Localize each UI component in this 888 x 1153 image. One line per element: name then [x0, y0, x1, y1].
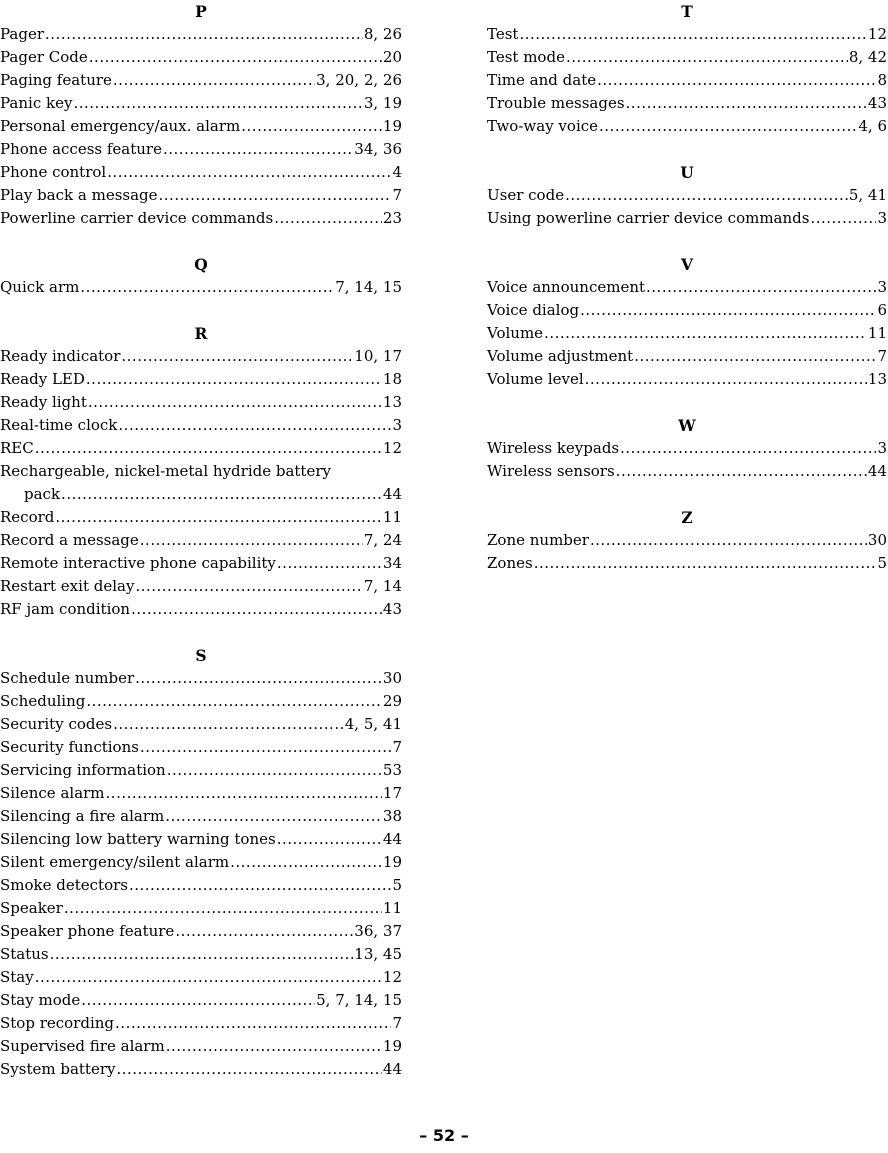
entry-pages: 3, 20, 2, 26 — [316, 71, 402, 89]
entry-pages: 44 — [382, 1060, 402, 1078]
index-entry-continuation — [0, 483, 402, 506]
index-section-p — [0, 0, 402, 230]
entry-pages: 3, 19 — [363, 94, 402, 112]
index-entry — [0, 23, 402, 46]
entry-pages: 7, 14, 15 — [335, 278, 402, 296]
entry-pages: 4 — [392, 163, 402, 181]
dot-leader — [166, 1035, 382, 1058]
entry-pages: 13, 45 — [354, 945, 402, 963]
index-entry — [0, 920, 402, 943]
entry-term: Scheduling — [0, 692, 86, 710]
dot-leader — [175, 920, 353, 943]
entry-term: Pager Code — [0, 48, 88, 66]
entry-term: Two-way voice — [487, 117, 599, 135]
entry-term: Wireless keypads — [487, 439, 620, 457]
section-letter: P — [195, 2, 207, 21]
index-entry — [0, 1012, 402, 1035]
section-letter: T — [681, 2, 693, 21]
entry-term: Phone control — [0, 163, 107, 181]
dot-leader — [135, 575, 362, 598]
dot-leader — [64, 897, 382, 920]
index-entry — [487, 460, 887, 483]
index-entry — [0, 368, 402, 391]
entry-term: Play back a message — [0, 186, 158, 204]
dot-leader — [121, 345, 353, 368]
index-entry — [487, 322, 887, 345]
entry-pages: 44 — [867, 462, 887, 480]
dot-leader — [277, 552, 382, 575]
index-entry — [0, 184, 402, 207]
dot-leader — [61, 483, 382, 506]
index-entry — [0, 667, 402, 690]
entry-pages: 11 — [382, 899, 402, 917]
dot-leader — [106, 782, 382, 805]
entry-term: Pager — [0, 25, 45, 43]
index-entry — [0, 391, 402, 414]
entry-term-continuation: pack — [24, 485, 61, 503]
entry-pages: 53 — [382, 761, 402, 779]
index-entry — [0, 713, 402, 736]
entry-term: Silencing low battery warning tones — [0, 830, 276, 848]
entry-term: REC — [0, 439, 34, 457]
dot-leader — [277, 828, 382, 851]
index-entry — [0, 207, 402, 230]
entry-pages: 44 — [382, 485, 402, 503]
entry-pages: 19 — [382, 853, 402, 871]
entry-pages: 7 — [392, 1014, 402, 1032]
dot-leader — [116, 1058, 381, 1081]
index-entry — [487, 345, 887, 368]
section-letter: V — [680, 255, 694, 274]
index-section-t — [487, 0, 887, 138]
index-entry — [0, 529, 402, 552]
dot-leader — [131, 598, 382, 621]
entry-term: Phone access feature — [0, 140, 162, 158]
entry-term: Ready light — [0, 393, 87, 411]
entry-term: Speaker — [0, 899, 63, 917]
entry-term: Stay — [0, 968, 34, 986]
entry-pages: 8 — [877, 71, 887, 89]
dot-leader — [599, 115, 857, 138]
entry-term: Speaker phone feature — [0, 922, 175, 940]
entry-pages: 10, 17 — [354, 347, 402, 365]
entry-pages: 5 — [877, 554, 887, 572]
entry-pages: 34, 36 — [354, 140, 402, 158]
index-section-w — [487, 414, 887, 483]
entry-term: Real-time clock — [0, 416, 118, 434]
entry-term: Record — [0, 508, 55, 526]
entry-pages: 18 — [382, 370, 402, 388]
entry-term: Quick arm — [0, 278, 80, 296]
entry-term: Schedule number — [0, 669, 135, 687]
index-entry — [487, 276, 887, 299]
entry-pages: 3 — [877, 209, 887, 227]
entry-pages: 38 — [382, 807, 402, 825]
dot-leader — [167, 759, 382, 782]
dot-leader — [45, 23, 363, 46]
dot-leader — [113, 713, 344, 736]
entry-term: Stay mode — [0, 991, 81, 1009]
entry-pages: 30 — [867, 531, 887, 549]
entry-pages: 7 — [877, 347, 887, 365]
entry-term: Security codes — [0, 715, 113, 733]
dot-leader — [86, 368, 382, 391]
section-letter: U — [680, 163, 694, 182]
index-entry — [487, 184, 887, 207]
entry-term: Personal emergency/aux. alarm — [0, 117, 241, 135]
entry-pages: 36, 37 — [354, 922, 402, 940]
dot-leader — [590, 529, 867, 552]
entry-pages: 7, 14 — [363, 577, 402, 595]
index-entry — [0, 782, 402, 805]
dot-leader — [585, 368, 867, 391]
index-entry — [487, 552, 887, 575]
entry-term: RF jam condition — [0, 600, 131, 618]
index-section-u — [487, 161, 887, 230]
index-section-z — [487, 506, 887, 575]
dot-leader — [580, 299, 876, 322]
entry-pages: 4, 5, 41 — [344, 715, 402, 733]
dot-leader — [140, 736, 392, 759]
index-entry — [0, 69, 402, 92]
entry-pages: 43 — [382, 600, 402, 618]
index-entry — [0, 506, 402, 529]
dot-leader — [274, 207, 382, 230]
entry-term: Rechargeable, nickel-metal hydride battery — [0, 462, 331, 480]
entry-term: Security functions — [0, 738, 139, 756]
entry-pages: 12 — [867, 25, 887, 43]
entry-term: System battery — [0, 1060, 116, 1078]
entry-pages: 20 — [382, 48, 402, 66]
index-entry — [0, 345, 402, 368]
entry-term: Test mode — [487, 48, 565, 66]
index-entry — [0, 1035, 402, 1058]
index-entry — [487, 437, 887, 460]
index-entry — [0, 897, 402, 920]
entry-pages: 11 — [382, 508, 402, 526]
index-entry — [487, 69, 887, 92]
index-entry — [0, 851, 402, 874]
dot-leader — [118, 414, 391, 437]
index-section-s — [0, 644, 402, 1081]
dot-leader — [35, 437, 382, 460]
index-entry — [0, 805, 402, 828]
index-entry — [487, 23, 887, 46]
dot-leader — [230, 851, 382, 874]
index-section-q — [0, 253, 402, 299]
dot-leader — [113, 69, 315, 92]
entry-pages: 5, 41 — [848, 186, 887, 204]
entry-term: Powerline carrier device commands — [0, 209, 274, 227]
entry-pages: 17 — [382, 784, 402, 802]
dot-leader — [81, 989, 315, 1012]
section-letter: W — [678, 416, 696, 435]
entry-pages: 8, 42 — [848, 48, 887, 66]
entry-pages: 13 — [867, 370, 887, 388]
dot-leader — [810, 207, 876, 230]
entry-pages: 7 — [392, 186, 402, 204]
entry-term: User code — [487, 186, 565, 204]
dot-leader — [89, 46, 382, 69]
index-entry — [0, 115, 402, 138]
section-letter: R — [194, 324, 208, 343]
index-entry — [0, 598, 402, 621]
index-entry — [0, 460, 402, 483]
index-entry — [487, 46, 887, 69]
entry-pages: 30 — [382, 669, 402, 687]
dot-leader — [135, 667, 382, 690]
section-letter: S — [195, 646, 207, 665]
page-number: – 52 – — [419, 1126, 469, 1145]
index-entry — [0, 966, 402, 989]
index-entry — [0, 414, 402, 437]
entry-term: Status — [0, 945, 49, 963]
dot-leader — [616, 460, 867, 483]
entry-term: Voice dialog — [487, 301, 580, 319]
entry-pages: 44 — [382, 830, 402, 848]
entry-term: Time and date — [487, 71, 597, 89]
entry-term: Record a message — [0, 531, 139, 549]
dot-leader — [646, 276, 876, 299]
dot-leader — [140, 529, 363, 552]
index-entry — [487, 529, 887, 552]
dot-leader — [129, 874, 391, 897]
dot-leader — [73, 92, 362, 115]
entry-pages: 4, 6 — [858, 117, 887, 135]
entry-pages: 34 — [382, 554, 402, 572]
index-entry — [487, 299, 887, 322]
entry-pages: 29 — [382, 692, 402, 710]
entry-term: Restart exit delay — [0, 577, 135, 595]
dot-leader — [634, 345, 876, 368]
dot-leader — [50, 943, 354, 966]
dot-leader — [55, 506, 382, 529]
dot-leader — [159, 184, 392, 207]
entry-pages: 5 — [392, 876, 402, 894]
dot-leader — [80, 276, 334, 299]
dot-leader — [534, 552, 877, 575]
index-column-right — [487, 0, 887, 598]
dot-leader — [107, 161, 391, 184]
dot-leader — [544, 322, 867, 345]
entry-term: Volume adjustment — [487, 347, 634, 365]
entry-pages: 7 — [392, 738, 402, 756]
index-section-r — [0, 322, 402, 621]
dot-leader — [115, 1012, 391, 1035]
entry-term: Silencing a fire alarm — [0, 807, 165, 825]
entry-pages: 3 — [877, 278, 887, 296]
entry-term: Trouble messages — [487, 94, 625, 112]
entry-term: Silent emergency/silent alarm — [0, 853, 230, 871]
entry-term: Remote interactive phone capability — [0, 554, 276, 572]
entry-pages: 43 — [867, 94, 887, 112]
entry-term: Ready indicator — [0, 347, 121, 365]
entry-pages: 7, 24 — [363, 531, 402, 549]
entry-pages: 5, 7, 14, 15 — [316, 991, 402, 1009]
entry-pages: 23 — [382, 209, 402, 227]
entry-term: Paging feature — [0, 71, 112, 89]
index-entry — [0, 874, 402, 897]
index-entry — [0, 138, 402, 161]
entry-pages: 12 — [382, 439, 402, 457]
dot-leader — [597, 69, 876, 92]
entry-term: Zone number — [487, 531, 589, 549]
index-entry — [0, 552, 402, 575]
dot-leader — [88, 391, 382, 414]
dot-leader — [86, 690, 382, 713]
dot-leader — [165, 805, 382, 828]
dot-leader — [626, 92, 867, 115]
entry-pages: 12 — [382, 968, 402, 986]
index-entry — [0, 437, 402, 460]
index-entry — [487, 207, 887, 230]
dot-leader — [566, 46, 848, 69]
index-entry — [487, 368, 887, 391]
index-entry — [0, 161, 402, 184]
dot-leader — [620, 437, 876, 460]
entry-pages: 8, 26 — [363, 25, 402, 43]
dot-leader — [241, 115, 382, 138]
index-section-v — [487, 253, 887, 391]
entry-pages: 19 — [382, 117, 402, 135]
index-entry — [0, 92, 402, 115]
entry-term: Voice announcement — [487, 278, 646, 296]
entry-term: Volume — [487, 324, 544, 342]
index-entry — [0, 943, 402, 966]
entry-term: Stop recording — [0, 1014, 115, 1032]
entry-term: Using powerline carrier device commands — [487, 209, 810, 227]
index-column-left — [0, 0, 402, 1104]
index-entry — [0, 759, 402, 782]
entry-term: Servicing information — [0, 761, 166, 779]
entry-term: Test — [487, 25, 519, 43]
entry-pages: 13 — [382, 393, 402, 411]
index-entry — [0, 989, 402, 1012]
entry-pages: 3 — [877, 439, 887, 457]
entry-pages: 6 — [877, 301, 887, 319]
entry-term: Supervised fire alarm — [0, 1037, 165, 1055]
index-entry — [0, 46, 402, 69]
entry-term: Wireless sensors — [487, 462, 615, 480]
index-entry — [0, 276, 402, 299]
index-entry — [0, 828, 402, 851]
dot-leader — [163, 138, 353, 161]
section-letter: Z — [681, 508, 693, 527]
entry-term: Zones — [487, 554, 533, 572]
entry-term: Volume level — [487, 370, 584, 388]
entry-term: Smoke detectors — [0, 876, 128, 894]
index-entry — [487, 92, 887, 115]
entry-pages: 19 — [382, 1037, 402, 1055]
index-entry — [487, 115, 887, 138]
dot-leader — [565, 184, 848, 207]
index-entry — [0, 736, 402, 759]
entry-term: Panic key — [0, 94, 73, 112]
section-letter: Q — [194, 255, 208, 274]
index-entry — [0, 1058, 402, 1081]
entry-pages: 3 — [392, 416, 402, 434]
index-entry — [0, 690, 402, 713]
dot-leader — [35, 966, 382, 989]
entry-term: Silence alarm — [0, 784, 105, 802]
index-entry — [0, 575, 402, 598]
entry-pages: 11 — [867, 324, 887, 342]
dot-leader — [519, 23, 866, 46]
entry-term: Ready LED — [0, 370, 85, 388]
